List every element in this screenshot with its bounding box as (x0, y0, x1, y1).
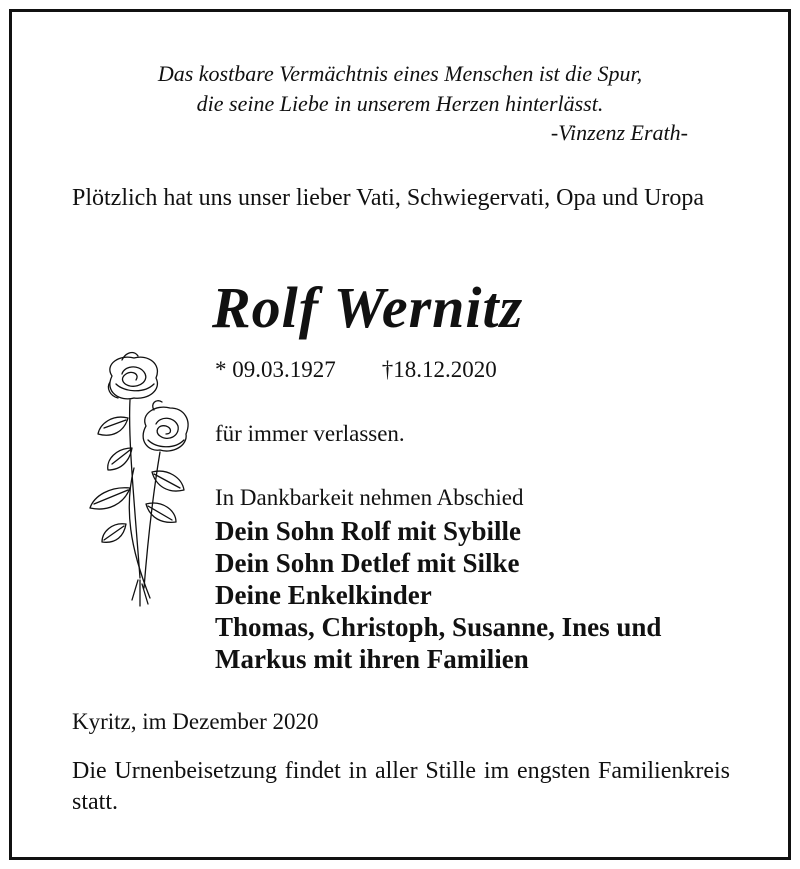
rose-icon (64, 348, 194, 608)
birth-date: * 09.03.1927 (215, 357, 336, 382)
mourner-line: Dein Sohn Rolf mit Sybille (215, 516, 522, 546)
mourner-line: Deine Enkelkinder (215, 580, 432, 610)
quote-line-1: Das kostbare Vermächtnis eines Menschen ist die Spur, (157, 61, 643, 86)
left-us-text: für immer verlassen. (215, 421, 405, 446)
place-date: Kyritz, im Dezember 2020 (72, 709, 319, 734)
burial-note: Die Urnenbeisetzung findet in aller Stille im engsten Familienkreis statt. (72, 758, 730, 815)
mourner-line: Thomas, Christoph, Susanne, Ines und (215, 612, 662, 642)
farewell-intro: In Dankbarkeit nehmen Abschied (215, 485, 524, 510)
mourners-list (215, 515, 661, 675)
mourner-line: Markus mit ihren Familien (215, 644, 529, 674)
obituary-card (9, 9, 791, 860)
quote-line-2: die seine Liebe in unserem Herzen hinterlässt. (196, 91, 604, 116)
deceased-name: Rolf Wernitz (212, 275, 524, 340)
intro-text: Plötzlich hat uns unser lieber Vati, Schwiegervati, Opa und Uropa (72, 185, 705, 211)
mourner-line: Dein Sohn Detlef mit Silke (215, 548, 520, 578)
quote-author: -Vinzenz Erath- (550, 120, 688, 145)
life-dates (215, 357, 497, 383)
death-date: †18.12.2020 (381, 357, 497, 382)
quote (12, 59, 788, 119)
